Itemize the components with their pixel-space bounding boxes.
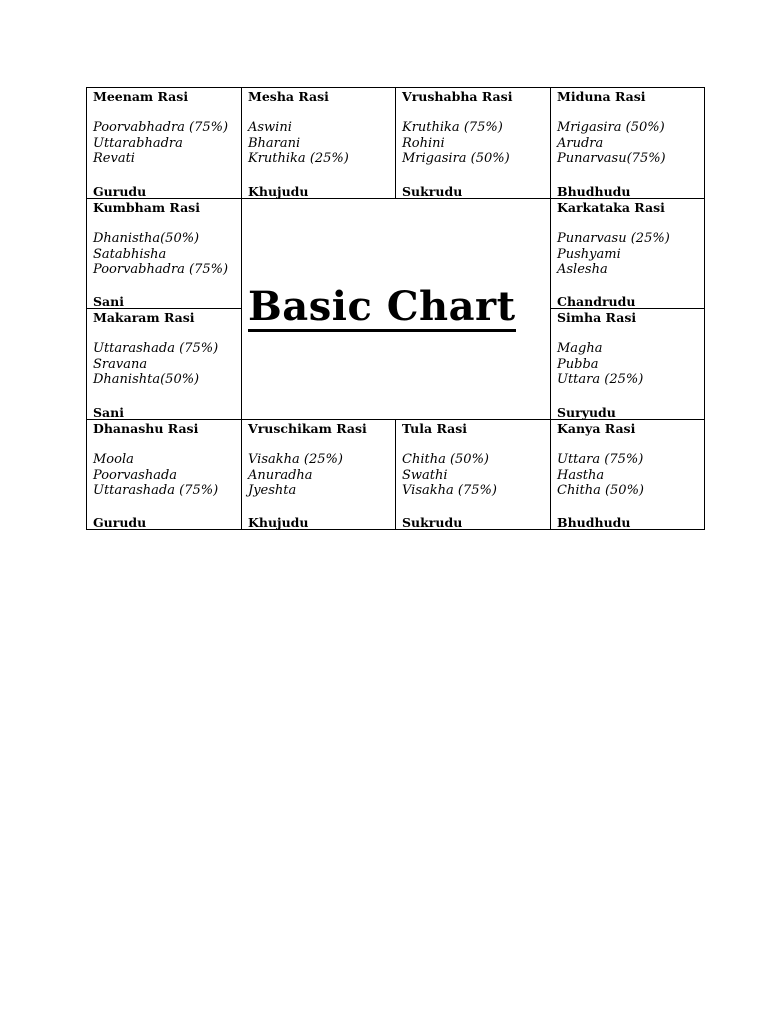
rasi-name: Kanya Rasi	[557, 421, 636, 436]
star-item: Moola	[93, 452, 134, 467]
star-item: Punarvasu (25%)	[557, 231, 670, 246]
star-list	[402, 452, 544, 499]
star-list	[402, 120, 544, 167]
chart-center	[242, 199, 551, 420]
star-item: Poorvashada	[93, 467, 178, 483]
rasi-name: Vruschikam Rasi	[248, 421, 367, 436]
star-item: Rohini	[402, 135, 445, 151]
cell-vruschikam	[242, 420, 396, 529]
rasi-chart	[86, 87, 705, 530]
rasi-name: Karkataka Rasi	[557, 200, 665, 215]
rasi-lord: Khujudu	[248, 515, 309, 530]
star-item: Aswini	[248, 120, 292, 135]
rasi-name: Dhanashu Rasi	[93, 421, 199, 436]
rasi-lord: Bhudhudu	[557, 515, 631, 530]
cell-simha	[551, 309, 704, 420]
star-item: Uttara (25%)	[557, 372, 644, 387]
rasi-lord: Sani	[93, 294, 124, 309]
star-item: Dhanistha(50%)	[93, 231, 200, 246]
rasi-lord: Bhudhudu	[557, 184, 631, 199]
star-item: Anuradha	[248, 467, 313, 483]
cell-dhanashu	[87, 420, 242, 529]
rasi-lord: Gurudu	[93, 184, 147, 199]
rasi-name: Tula Rasi	[402, 421, 468, 436]
rasi-lord: Sani	[93, 405, 124, 420]
star-list	[557, 120, 698, 167]
star-item: Uttarashada (75%)	[93, 483, 219, 498]
star-item: Dhanishta(50%)	[93, 372, 200, 387]
star-item: Uttara (75%)	[557, 452, 644, 467]
rasi-lord: Suryudu	[557, 405, 616, 420]
star-item: Kruthika (25%)	[248, 151, 349, 166]
star-item: Poorvabhadra (75%)	[93, 120, 229, 135]
star-item: Poorvabhadra (75%)	[93, 262, 229, 277]
rasi-lord: Sukrudu	[402, 184, 463, 199]
chart-title: Basic Chart	[248, 283, 516, 330]
star-item: Uttarabhadra	[93, 135, 183, 151]
star-item: Revati	[93, 151, 135, 166]
star-item: Hastha	[557, 467, 605, 483]
star-list	[557, 231, 698, 278]
star-item: Visakha (75%)	[402, 483, 497, 498]
cell-meenam	[87, 88, 242, 199]
cell-makaram	[87, 309, 242, 420]
cell-miduna	[551, 88, 704, 199]
rasi-name: Vrushabha Rasi	[402, 89, 513, 104]
star-item: Uttarashada (75%)	[93, 341, 219, 356]
cell-mesha	[242, 88, 396, 199]
star-item: Jyeshta	[248, 483, 297, 498]
star-item: Satabhisha	[93, 246, 167, 262]
star-item: Sravana	[93, 356, 148, 372]
star-item: Visakha (25%)	[248, 452, 343, 467]
star-item: Swathi	[402, 467, 448, 483]
star-item: Pubba	[557, 356, 599, 372]
star-item: Chitha (50%)	[402, 452, 489, 467]
rasi-name: Kumbham Rasi	[93, 200, 200, 215]
star-item: Punarvasu(75%)	[557, 151, 666, 166]
star-list	[93, 231, 235, 278]
rasi-name: Miduna Rasi	[557, 89, 646, 104]
rasi-name: Simha Rasi	[557, 310, 637, 325]
cell-kumbham	[87, 199, 242, 309]
star-item: Aslesha	[557, 262, 608, 277]
star-item: Arudra	[557, 135, 604, 151]
star-item: Pushyami	[557, 246, 621, 262]
rasi-name: Mesha Rasi	[248, 89, 329, 104]
star-list	[557, 341, 698, 388]
star-list	[93, 120, 235, 167]
star-list	[93, 452, 235, 499]
star-item: Mrigasira (50%)	[402, 151, 510, 166]
star-item: Kruthika (75%)	[402, 120, 503, 135]
star-item: Chitha (50%)	[557, 483, 644, 498]
star-item: Bharani	[248, 135, 301, 151]
cell-vrushabha	[396, 88, 551, 199]
cell-tula	[396, 420, 551, 529]
rasi-name: Meenam Rasi	[93, 89, 189, 104]
rasi-lord: Gurudu	[93, 515, 147, 530]
star-list	[93, 341, 235, 388]
rasi-lord: Chandrudu	[557, 294, 636, 309]
star-list	[248, 452, 389, 499]
rasi-lord: Khujudu	[248, 184, 309, 199]
star-item: Magha	[557, 341, 603, 356]
rasi-name: Makaram Rasi	[93, 310, 195, 325]
star-item: Mrigasira (50%)	[557, 120, 665, 135]
rasi-lord: Sukrudu	[402, 515, 463, 530]
star-list	[557, 452, 698, 499]
cell-kanya	[551, 420, 704, 529]
star-list	[248, 120, 389, 167]
cell-karkataka	[551, 199, 704, 309]
